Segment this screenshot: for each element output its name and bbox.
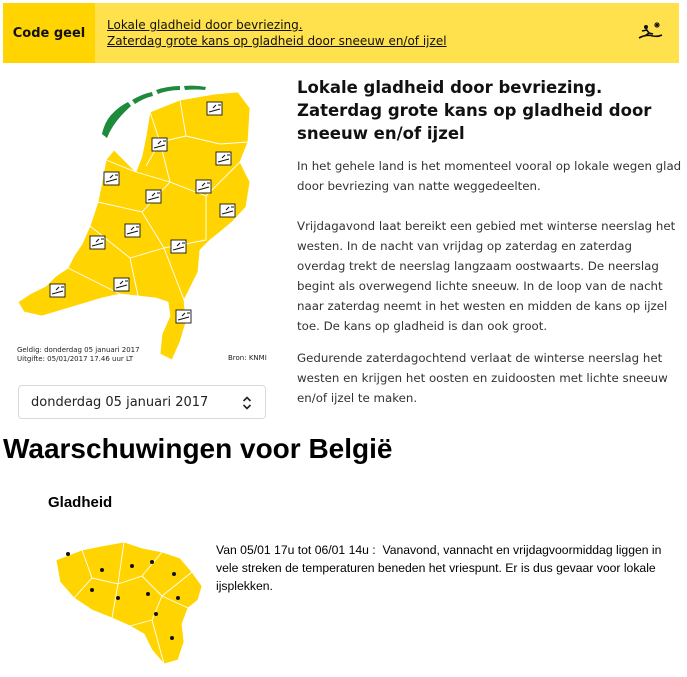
belgium-warning-text: [216, 541, 681, 595]
belgium-heading: Waarschuwingen voor België: [3, 433, 393, 464]
warning-code-label: Code geel: [3, 3, 95, 63]
belgium-warning-map: [52, 538, 206, 666]
warning-paragraph-1: In het gehele land is het momenteel vooral op lokale wegen glad door bevriezing van natte weggedeelten.: [297, 159, 682, 193]
warning-link-frost[interactable]: Lokale gladheid door bevriezing.: [107, 18, 303, 32]
warning-paragraph-2: Vrijdagavond laat bereikt een gebied met winterse neerslag het westen. In de nacht van vrijdag op zaterdag en zaterdag overdag trekt de neerslag langzaam oostwaarts. De neerslag begint als overwegend lichte sneeuw. In de loop van de nacht naar zaterdag neemt in het westen en midden de kans op ijzel toe. De kans op gladheid is dan ook groot.: [297, 219, 676, 333]
slippery-road-snow-icon: [637, 19, 663, 41]
belgium-subheading: Gladheid: [48, 494, 113, 511]
warning-banner: [3, 3, 679, 63]
select-updown-icon: [242, 395, 252, 411]
warning-paragraph-3: Gedurende zaterdagochtend verlaat de winterse neerslag het westen en krijgen het oosten en zuidoosten met lichte sneeuw en/of ijzel te maken.: [297, 351, 668, 405]
map-validity-info: [17, 346, 140, 364]
map-valid-label: Geldig: donderdag 05 januari 2017: [17, 346, 140, 354]
date-select[interactable]: [18, 385, 266, 419]
belgium-description: Vanavond, vannacht en vrijdagvoormiddag liggen in vele streken de temperaturen beneden het vriespunt. Er is dus gevaar voor lokale ijsplekken.: [216, 543, 662, 593]
belgium-period: Van 05/01 17u tot 06/01 14u :: [216, 543, 376, 557]
warning-title: Lokale gladheid door bevriezing. Zaterdag grote kans op gladheid door sneeuw en/of ijzel: [297, 78, 652, 143]
warning-links: [107, 17, 447, 49]
warning-link-snow[interactable]: Zaterdag grote kans op gladheid door sneeuw en/of ijzel: [107, 34, 447, 48]
map-issued-label: Uitgifte: 05/01/2017 17.46 uur LT: [17, 355, 134, 363]
date-select-value: donderdag 05 januari 2017: [31, 394, 209, 410]
netherlands-warning-map: [10, 72, 272, 372]
map-source-label: Bron: KNMI: [228, 354, 267, 362]
